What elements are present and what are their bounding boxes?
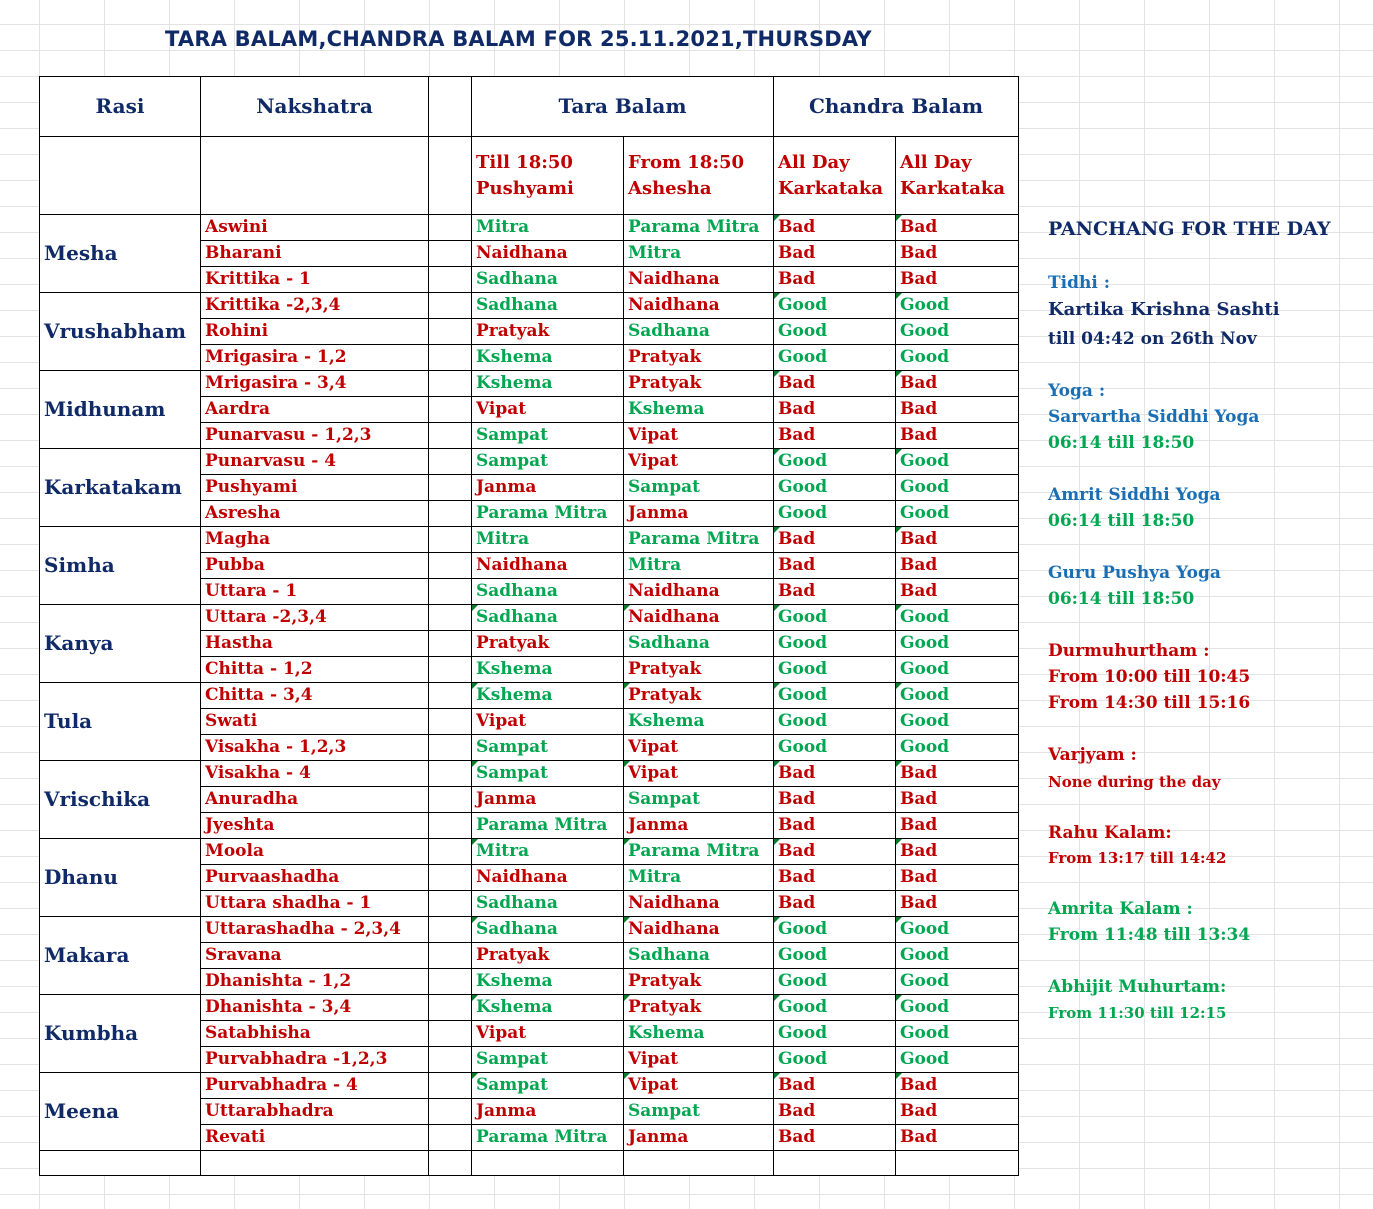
tara-2-cell: Janma (624, 813, 774, 839)
yoga-1-name: Sarvartha Siddhi Yoga (1048, 407, 1260, 427)
nakshatra-cell: Bharani (201, 241, 429, 267)
tara-1-cell: Mitra (472, 527, 624, 553)
rasi-name: Karkatakam (40, 449, 201, 527)
nakshatra-cell: Chitta - 1,2 (201, 657, 429, 683)
tara-2-cell: Naidhana (624, 917, 774, 943)
tara-2-cell: Parama Mitra (624, 215, 774, 241)
chandra-2-cell: Bad (896, 579, 1019, 605)
tara-1-cell: Mitra (472, 839, 624, 865)
chandra-1-cell: Good (774, 969, 896, 995)
nakshatra-cell: Asresha (201, 501, 429, 527)
blank-cell (429, 579, 472, 605)
chandra-1-cell: Good (774, 345, 896, 371)
chandra-1-cell: Bad (774, 839, 896, 865)
tara-2-cell: Vipat (624, 1047, 774, 1073)
blank-cell (429, 215, 472, 241)
blank-cell (429, 839, 472, 865)
chandra-2-cell: Good (896, 1047, 1019, 1073)
blank-cell (429, 397, 472, 423)
chandra-1-cell: Bad (774, 1073, 896, 1099)
chandra-2-cell: Bad (896, 397, 1019, 423)
chandra-2-cell: Good (896, 969, 1019, 995)
rasi-name: Vrischika (40, 761, 201, 839)
rasi-name: Kanya (40, 605, 201, 683)
tara-1-cell: Naidhana (472, 553, 624, 579)
durmuhurtham-1: From 10:00 till 10:45 (1048, 667, 1251, 687)
nakshatra-cell: Anuradha (201, 787, 429, 813)
blank-cell (429, 319, 472, 345)
chandra-2-cell: Good (896, 683, 1019, 709)
table-row (40, 995, 1019, 1021)
tara-2-cell: Sadhana (624, 319, 774, 345)
blank-cell (429, 943, 472, 969)
nakshatra-cell: Uttara -2,3,4 (201, 605, 429, 631)
chandra-1-cell: Good (774, 1021, 896, 1047)
empty-cell (896, 1151, 1019, 1176)
nakshatra-cell: Mrigasira - 3,4 (201, 371, 429, 397)
yoga-2-time: 06:14 till 18:50 (1048, 511, 1195, 531)
nakshatra-cell: Pushyami (201, 475, 429, 501)
nakshatra-cell: Visakha - 1,2,3 (201, 735, 429, 761)
varjyam-value: None during the day (1048, 773, 1221, 791)
tara-1-cell: Sadhana (472, 293, 624, 319)
chandra-1-cell: Good (774, 683, 896, 709)
tara-1-cell: Sampat (472, 1047, 624, 1073)
nakshatra-cell: Uttarashadha - 2,3,4 (201, 917, 429, 943)
chandra-1-cell: Bad (774, 397, 896, 423)
chandra-1-cell: Good (774, 943, 896, 969)
chandra-2-cell: Bad (896, 865, 1019, 891)
chandra-2-cell: Good (896, 709, 1019, 735)
subheader-tara-2-line2: Ashesha (628, 177, 712, 199)
rasi-name: Simha (40, 527, 201, 605)
chandra-1-cell: Bad (774, 423, 896, 449)
subheader-tara-2-line1: From 18:50 (628, 151, 745, 173)
blank-cell (429, 241, 472, 267)
tara-1-cell: Vipat (472, 709, 624, 735)
chandra-2-cell: Bad (896, 371, 1019, 397)
varjyam-label: Varjyam : (1048, 745, 1137, 765)
table-row (40, 215, 1019, 241)
header-nakshatra: Nakshatra (201, 77, 429, 137)
chandra-2-cell: Good (896, 345, 1019, 371)
nakshatra-cell: Aswini (201, 215, 429, 241)
tara-2-cell: Pratyak (624, 969, 774, 995)
nakshatra-cell: Hastha (201, 631, 429, 657)
chandra-2-cell: Bad (896, 423, 1019, 449)
chandra-2-cell: Bad (896, 891, 1019, 917)
subheader-tara-1-line1: Till 18:50 (476, 151, 573, 173)
tara-2-cell: Janma (624, 1125, 774, 1151)
tara-1-cell: Sampat (472, 449, 624, 475)
blank-cell (429, 865, 472, 891)
tara-1-cell: Kshema (472, 657, 624, 683)
chandra-1-cell: Bad (774, 761, 896, 787)
nakshatra-cell: Pubba (201, 553, 429, 579)
empty-cell (40, 1151, 201, 1176)
table-row (40, 527, 1019, 553)
nakshatra-cell: Purvabhadra -1,2,3 (201, 1047, 429, 1073)
nakshatra-cell: Visakha - 4 (201, 761, 429, 787)
subheader-blank (429, 137, 472, 215)
tara-1-cell: Vipat (472, 1021, 624, 1047)
table-row (40, 917, 1019, 943)
tara-2-cell: Pratyak (624, 995, 774, 1021)
blank-cell (429, 995, 472, 1021)
blank-cell (429, 891, 472, 917)
header-rasi: Rasi (40, 77, 201, 137)
chandra-2-cell: Bad (896, 787, 1019, 813)
nakshatra-cell: Mrigasira - 1,2 (201, 345, 429, 371)
durmuhurtham-2: From 14:30 till 15:16 (1048, 693, 1251, 713)
chandra-2-cell: Good (896, 943, 1019, 969)
tara-2-cell: Naidhana (624, 293, 774, 319)
table-row (40, 449, 1019, 475)
blank-cell (429, 761, 472, 787)
chandra-2-cell: Good (896, 501, 1019, 527)
rasi-name: Makara (40, 917, 201, 995)
blank-cell (429, 709, 472, 735)
chandra-1-cell: Good (774, 475, 896, 501)
abhijit-label: Abhijit Muhurtam: (1048, 977, 1227, 997)
yoga-3-name: Guru Pushya Yoga (1048, 563, 1221, 583)
blank-cell (429, 527, 472, 553)
rahu-kalam-value: From 13:17 till 14:42 (1048, 849, 1227, 867)
tara-1-cell: Pratyak (472, 943, 624, 969)
amrita-kalam-value: From 11:48 till 13:34 (1048, 925, 1251, 945)
empty-row (40, 1151, 1019, 1176)
tara-1-cell: Mitra (472, 215, 624, 241)
yoga-1-time: 06:14 till 18:50 (1048, 433, 1195, 453)
chandra-1-cell: Bad (774, 241, 896, 267)
table-row (40, 293, 1019, 319)
chandra-2-cell: Bad (896, 813, 1019, 839)
tara-1-cell: Parama Mitra (472, 501, 624, 527)
chandra-1-cell: Good (774, 605, 896, 631)
nakshatra-cell: Dhanishta - 3,4 (201, 995, 429, 1021)
chandra-2-cell: Good (896, 319, 1019, 345)
subheader-chandra-1-line1: All Day (778, 151, 850, 173)
tara-2-cell: Sadhana (624, 631, 774, 657)
nakshatra-cell: Satabhisha (201, 1021, 429, 1047)
tara-1-cell: Janma (472, 475, 624, 501)
header-row (40, 77, 1019, 137)
blank-cell (429, 1125, 472, 1151)
chandra-2-cell: Bad (896, 527, 1019, 553)
subheader-blank-rasi (40, 137, 201, 215)
tara-1-cell: Parama Mitra (472, 1125, 624, 1151)
empty-cell (429, 1151, 472, 1176)
chandra-2-cell: Good (896, 735, 1019, 761)
chandra-2-cell: Bad (896, 215, 1019, 241)
chandra-2-cell: Bad (896, 1073, 1019, 1099)
chandra-1-cell: Bad (774, 371, 896, 397)
rasi-name: Vrushabham (40, 293, 201, 371)
tara-2-cell: Naidhana (624, 891, 774, 917)
blank-cell (429, 813, 472, 839)
tara-2-cell: Kshema (624, 709, 774, 735)
nakshatra-cell: Purvabhadra - 4 (201, 1073, 429, 1099)
tara-2-cell: Sadhana (624, 943, 774, 969)
blank-cell (429, 1047, 472, 1073)
tara-chandra-table (39, 76, 1019, 1176)
nakshatra-cell: Chitta - 3,4 (201, 683, 429, 709)
blank-cell (429, 475, 472, 501)
empty-cell (201, 1151, 429, 1176)
tara-1-cell: Naidhana (472, 241, 624, 267)
rasi-name: Dhanu (40, 839, 201, 917)
tara-1-cell: Sadhana (472, 917, 624, 943)
chandra-2-cell: Good (896, 449, 1019, 475)
empty-cell (624, 1151, 774, 1176)
nakshatra-cell: Krittika - 1 (201, 267, 429, 293)
blank-cell (429, 969, 472, 995)
chandra-1-cell: Bad (774, 579, 896, 605)
blank-cell (429, 735, 472, 761)
empty-cell (774, 1151, 896, 1176)
nakshatra-cell: Punarvasu - 1,2,3 (201, 423, 429, 449)
tara-1-cell: Sadhana (472, 891, 624, 917)
page-title: TARA BALAM,CHANDRA BALAM FOR 25.11.2021,THURSDAY (165, 27, 872, 51)
chandra-2-cell: Bad (896, 553, 1019, 579)
table-row (40, 371, 1019, 397)
panchang-heading: PANCHANG FOR THE DAY (1048, 218, 1331, 240)
tara-2-cell: Sampat (624, 787, 774, 813)
amrita-kalam-label: Amrita Kalam : (1048, 899, 1193, 919)
tara-2-cell: Vipat (624, 761, 774, 787)
chandra-2-cell: Good (896, 605, 1019, 631)
rasi-name: Tula (40, 683, 201, 761)
chandra-1-cell: Bad (774, 891, 896, 917)
tara-1-cell: Vipat (472, 397, 624, 423)
chandra-2-cell: Good (896, 1021, 1019, 1047)
blank-cell (429, 657, 472, 683)
chandra-2-cell: Bad (896, 267, 1019, 293)
chandra-2-cell: Bad (896, 241, 1019, 267)
chandra-1-cell: Good (774, 995, 896, 1021)
rasi-name: Kumbha (40, 995, 201, 1073)
durmuhurtham-label: Durmuhurtham : (1048, 641, 1210, 661)
chandra-1-cell: Bad (774, 865, 896, 891)
chandra-1-cell: Bad (774, 553, 896, 579)
tidhi-value: Kartika Krishna Sashti (1048, 299, 1280, 320)
blank-cell (429, 293, 472, 319)
rasi-name: Midhunam (40, 371, 201, 449)
blank-cell (429, 501, 472, 527)
header-chandra-balam: Chandra Balam (774, 77, 1019, 137)
chandra-1-cell: Good (774, 501, 896, 527)
tara-2-cell: Kshema (624, 397, 774, 423)
blank-cell (429, 605, 472, 631)
blank-cell (429, 371, 472, 397)
subheader-tara-1-line2: Pushyami (476, 177, 574, 199)
chandra-1-cell: Bad (774, 527, 896, 553)
chandra-2-cell: Good (896, 475, 1019, 501)
subheader-chandra-2-line1: All Day (900, 151, 972, 173)
chandra-1-cell: Bad (774, 1099, 896, 1125)
chandra-1-cell: Bad (774, 813, 896, 839)
nakshatra-cell: Jyeshta (201, 813, 429, 839)
subheader-tara-1 (472, 137, 624, 215)
chandra-1-cell: Bad (774, 1125, 896, 1151)
tara-1-cell: Pratyak (472, 631, 624, 657)
chandra-2-cell: Bad (896, 839, 1019, 865)
tara-1-cell: Sadhana (472, 605, 624, 631)
chandra-2-cell: Good (896, 917, 1019, 943)
rahu-kalam-label: Rahu Kalam: (1048, 823, 1172, 843)
tara-1-cell: Sampat (472, 735, 624, 761)
tara-1-cell: Naidhana (472, 865, 624, 891)
chandra-2-cell: Bad (896, 761, 1019, 787)
tara-1-cell: Pratyak (472, 319, 624, 345)
tara-2-cell: Sampat (624, 475, 774, 501)
tara-2-cell: Vipat (624, 1073, 774, 1099)
chandra-1-cell: Good (774, 917, 896, 943)
tara-2-cell: Vipat (624, 449, 774, 475)
tara-2-cell: Vipat (624, 735, 774, 761)
nakshatra-cell: Rohini (201, 319, 429, 345)
nakshatra-cell: Swati (201, 709, 429, 735)
nakshatra-cell: Punarvasu - 4 (201, 449, 429, 475)
tara-2-cell: Sampat (624, 1099, 774, 1125)
nakshatra-cell: Dhanishta - 1,2 (201, 969, 429, 995)
chandra-1-cell: Good (774, 709, 896, 735)
nakshatra-cell: Moola (201, 839, 429, 865)
tara-2-cell: Naidhana (624, 267, 774, 293)
chandra-1-cell: Good (774, 631, 896, 657)
table-row (40, 1073, 1019, 1099)
tara-1-cell: Sadhana (472, 579, 624, 605)
tara-2-cell: Pratyak (624, 657, 774, 683)
abhijit-value: From 11:30 till 12:15 (1048, 1004, 1227, 1022)
tara-2-cell: Naidhana (624, 579, 774, 605)
tara-2-cell: Mitra (624, 553, 774, 579)
chandra-1-cell: Good (774, 449, 896, 475)
blank-cell (429, 449, 472, 475)
tara-1-cell: Sadhana (472, 267, 624, 293)
tara-2-cell: Mitra (624, 241, 774, 267)
chandra-2-cell: Good (896, 657, 1019, 683)
tara-2-cell: Parama Mitra (624, 839, 774, 865)
tara-1-cell: Kshema (472, 345, 624, 371)
tidhi-time: till 04:42 on 26th Nov (1048, 329, 1257, 349)
header-blank (429, 77, 472, 137)
chandra-1-cell: Good (774, 735, 896, 761)
chandra-1-cell: Good (774, 1047, 896, 1073)
tara-1-cell: Sampat (472, 1073, 624, 1099)
subheader-chandra-2-line2: Karkataka (900, 177, 1006, 199)
nakshatra-cell: Magha (201, 527, 429, 553)
tara-2-cell: Vipat (624, 423, 774, 449)
tara-2-cell: Mitra (624, 865, 774, 891)
header-tara-balam: Tara Balam (472, 77, 774, 137)
subheader-chandra-1-line2: Karkataka (778, 177, 884, 199)
tara-2-cell: Pratyak (624, 345, 774, 371)
subheader-chandra-2 (896, 137, 1019, 215)
blank-cell (429, 423, 472, 449)
tara-1-cell: Janma (472, 1099, 624, 1125)
blank-cell (429, 553, 472, 579)
tidhi-label: Tidhi : (1048, 273, 1111, 293)
blank-cell (429, 1073, 472, 1099)
tara-2-cell: Pratyak (624, 371, 774, 397)
chandra-1-cell: Bad (774, 787, 896, 813)
yoga-2-name: Amrit Siddhi Yoga (1048, 485, 1221, 505)
blank-cell (429, 917, 472, 943)
blank-cell (429, 787, 472, 813)
table-row (40, 683, 1019, 709)
subheader-blank-nakshatra (201, 137, 429, 215)
tara-1-cell: Janma (472, 787, 624, 813)
blank-cell (429, 1099, 472, 1125)
table-row (40, 839, 1019, 865)
chandra-2-cell: Bad (896, 1099, 1019, 1125)
yoga-label: Yoga : (1048, 381, 1106, 401)
tara-2-cell: Pratyak (624, 683, 774, 709)
chandra-1-cell: Good (774, 319, 896, 345)
tara-1-cell: Kshema (472, 683, 624, 709)
nakshatra-cell: Uttara - 1 (201, 579, 429, 605)
tara-2-cell: Kshema (624, 1021, 774, 1047)
nakshatra-cell: Uttara shadha - 1 (201, 891, 429, 917)
chandra-2-cell: Good (896, 631, 1019, 657)
tara-2-cell: Parama Mitra (624, 527, 774, 553)
rasi-name: Mesha (40, 215, 201, 293)
chandra-1-cell: Bad (774, 215, 896, 241)
nakshatra-cell: Uttarabhadra (201, 1099, 429, 1125)
yoga-3-time: 06:14 till 18:50 (1048, 589, 1195, 609)
nakshatra-cell: Sravana (201, 943, 429, 969)
blank-cell (429, 267, 472, 293)
blank-cell (429, 345, 472, 371)
table-row (40, 761, 1019, 787)
blank-cell (429, 1021, 472, 1047)
chandra-1-cell: Bad (774, 267, 896, 293)
nakshatra-cell: Purvaashadha (201, 865, 429, 891)
tara-2-cell: Naidhana (624, 605, 774, 631)
nakshatra-cell: Aardra (201, 397, 429, 423)
chandra-2-cell: Bad (896, 1125, 1019, 1151)
tara-1-cell: Sampat (472, 761, 624, 787)
subheader-chandra-1 (774, 137, 896, 215)
tara-1-cell: Kshema (472, 995, 624, 1021)
chandra-2-cell: Good (896, 995, 1019, 1021)
tara-1-cell: Sampat (472, 423, 624, 449)
chandra-2-cell: Good (896, 293, 1019, 319)
tara-1-cell: Kshema (472, 371, 624, 397)
nakshatra-cell: Krittika -2,3,4 (201, 293, 429, 319)
tara-2-cell: Janma (624, 501, 774, 527)
tara-1-cell: Kshema (472, 969, 624, 995)
table-row (40, 605, 1019, 631)
tara-1-cell: Parama Mitra (472, 813, 624, 839)
blank-cell (429, 683, 472, 709)
subheader-tara-2 (624, 137, 774, 215)
subheader-row (40, 137, 1019, 215)
chandra-1-cell: Good (774, 293, 896, 319)
chandra-1-cell: Good (774, 657, 896, 683)
blank-cell (429, 631, 472, 657)
nakshatra-cell: Revati (201, 1125, 429, 1151)
rasi-name: Meena (40, 1073, 201, 1151)
empty-cell (472, 1151, 624, 1176)
